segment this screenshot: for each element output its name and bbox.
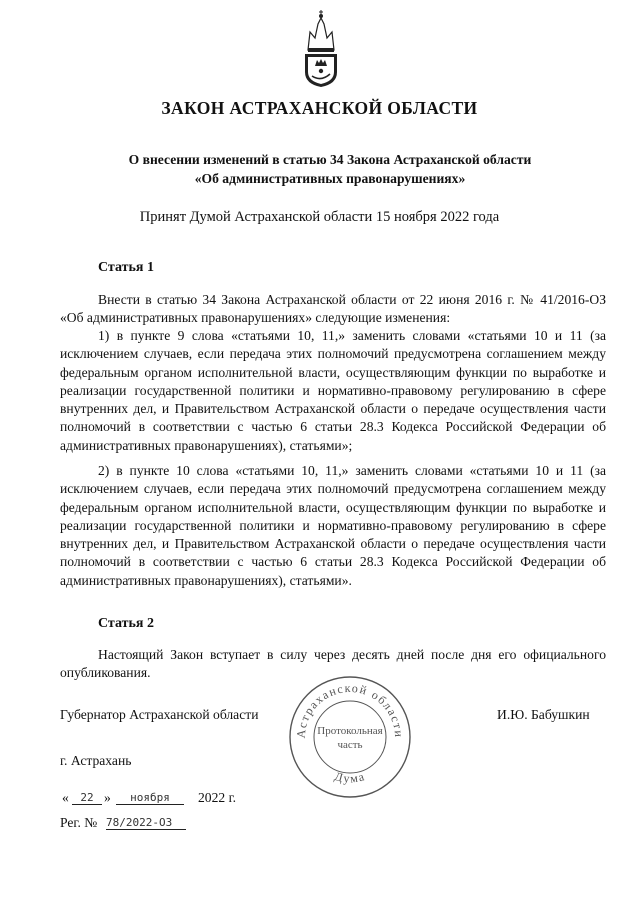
stamp-ring-text: Астраханской области bbox=[293, 680, 407, 739]
registration-number: 78/2022-ОЗ bbox=[106, 816, 186, 830]
article1-intro: Внести в статью 34 Закона Астраханской области от 22 июня 2016 г. № 41/2016-ОЗ «Об административных правонарушениях» следующие изменения: bbox=[60, 292, 606, 326]
article2-text: Настоящий Закон вступает в силу через десять дней после дня его официального опубликования. bbox=[60, 647, 606, 681]
adoption-statement: Принят Думой Астраханской области 15 ноября 2022 года bbox=[139, 209, 500, 225]
coat-of-arms-emblem bbox=[300, 10, 342, 88]
signatory-position: Губернатор Астраханской области bbox=[60, 707, 259, 722]
place-of-signing: г. Астрахань bbox=[60, 753, 132, 768]
law-subtitle bbox=[60, 150, 600, 188]
registration-label: Рег. № bbox=[60, 815, 98, 830]
date-close-quote: » bbox=[104, 790, 111, 805]
article1-heading: Статья 1 bbox=[98, 260, 154, 275]
article1-item1: 1) в пункте 9 слова «статьями 10, 11,» заменить словами «статьями 10 и 11 (за исключением случаев, если передача этих полномочий предусмотрена соглашением между федеральным органом исполнительной власти, осуществляющим функции по выработке и реализации государственной политики и нормативно-правовому регулированию в сфере внутренних дел, и Правительством Астраханской области о передаче осуществления части полномочий в соответствии с частью 6 статьи 28.3 Кодекса Российской Федерации об административных правонарушениях), статьями»; bbox=[60, 328, 606, 453]
law-subtitle-line1: О внесении изменений в статью 34 Закона Астраханской области bbox=[128, 152, 532, 167]
article1-item2: 2) в пункте 10 слова «статьями 10, 11,» заменить словами «статьями 10 и 11 (за исключением случаев, если передача этих полномочий предусмотрена соглашением между федеральным органом исполнительной власти, осуществляющим функции по выработке и реализации государственной политики и нормативно-правовому регулированию в сфере внутренних дел, и Правительством Астраханской области о передаче осуществления части полномочий в соответствии с частью 6 статьи 28.3 Кодекса Российской Федерации об административных правонарушениях), статьями». bbox=[60, 463, 606, 588]
date-day: 22 bbox=[72, 791, 102, 805]
stamp-center-line2: часть bbox=[337, 739, 363, 751]
date-year: 2022 г. bbox=[198, 790, 237, 805]
law-title: ЗАКОН АСТРАХАНСКОЙ ОБЛАСТИ bbox=[161, 98, 478, 118]
stamp-center-line1: Протокольная bbox=[317, 725, 383, 737]
law-subtitle-line2: «Об административных правонарушениях» bbox=[194, 171, 466, 186]
date-open-quote: « bbox=[62, 790, 69, 805]
date-month: ноября bbox=[116, 791, 184, 805]
duma-stamp bbox=[285, 672, 415, 802]
article2-heading: Статья 2 bbox=[98, 616, 154, 631]
stamp-ring-bottom-text: Дума bbox=[333, 768, 368, 786]
signatory-name: И.Ю. Бабушкин bbox=[497, 707, 590, 722]
